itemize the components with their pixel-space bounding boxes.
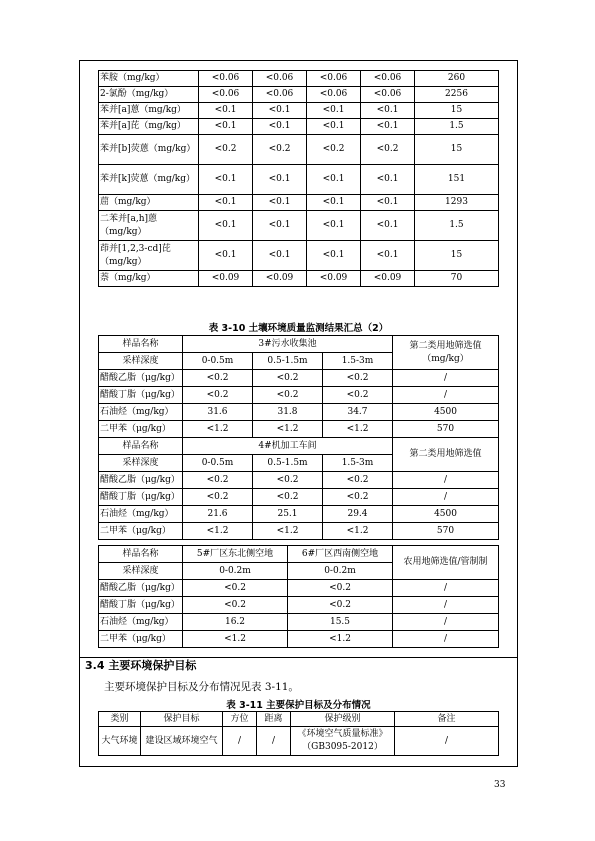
value-cell: 70 (415, 271, 499, 287)
row-label: 苯并[a]芘（mg/kg） (99, 119, 199, 135)
value-cell: <0.2 (253, 135, 307, 165)
value-cell: <1.2 (183, 631, 288, 648)
value-cell: <0.2 (323, 387, 393, 404)
value-cell: <1.2 (253, 421, 323, 438)
section-heading: 3.4 主要环境保护目标 (85, 659, 197, 672)
value-cell: <1.2 (323, 523, 393, 540)
table-row (99, 271, 499, 287)
value-cell: <0.1 (307, 119, 361, 135)
value-cell: <0.1 (199, 165, 253, 195)
site-name: 5#厂区东北侧空地 (183, 546, 288, 563)
value-cell: <0.06 (199, 71, 253, 87)
monitoring-table-continued (98, 70, 499, 287)
label-sample-name: 样品名称 (99, 546, 183, 563)
column-header: 保护级别 (291, 712, 395, 727)
row-label: 醋酸丁脂（μg/kg） (99, 597, 183, 614)
table-row (99, 631, 499, 648)
table-row (99, 87, 499, 103)
value-cell: <0.1 (253, 103, 307, 119)
value-cell: <0.2 (253, 489, 323, 506)
value-cell: <0.1 (307, 103, 361, 119)
value-cell: 1.5 (415, 119, 499, 135)
row-label: 萘（mg/kg） (99, 271, 199, 287)
value-cell: <0.2 (323, 489, 393, 506)
value-cell: 1293 (415, 195, 499, 211)
value-cell: <0.2 (361, 135, 415, 165)
value-cell: <0.09 (361, 271, 415, 287)
value-cell: <0.06 (307, 87, 361, 103)
row-label: 二甲苯（μg/kg） (99, 421, 183, 438)
table-row (99, 165, 499, 195)
value-cell: <0.2 (183, 370, 253, 387)
page-number: 33 (494, 780, 506, 790)
value-cell: <0.1 (361, 165, 415, 195)
value-cell: <0.2 (323, 472, 393, 489)
table-row (99, 370, 499, 387)
value-cell: 2256 (415, 87, 499, 103)
table-row (99, 195, 499, 211)
value-cell: 29.4 (323, 506, 393, 523)
value-cell: 15 (415, 103, 499, 119)
column-header: 备注 (395, 712, 499, 727)
value-cell: <0.2 (307, 135, 361, 165)
value-cell: <0.1 (253, 119, 307, 135)
table-row (99, 119, 499, 135)
table-row (99, 211, 499, 241)
value-cell: <1.2 (183, 421, 253, 438)
table-row (99, 489, 499, 506)
row-label: 醋酸丁脂（μg/kg） (99, 387, 183, 404)
table-cell: / (395, 727, 499, 756)
table-row (99, 135, 499, 165)
row-label: 䓛（mg/kg） (99, 195, 199, 211)
value-cell: 16.2 (183, 614, 288, 631)
row-label: 苯并[k]荧蒽（mg/kg） (99, 165, 199, 195)
value-cell: <1.2 (323, 421, 393, 438)
soil-quality-table-farmland (98, 545, 499, 648)
table-caption-3-10: 表 3-10 土壤环境质量监测结果汇总（2） (208, 323, 389, 334)
value-cell: 21.6 (183, 506, 253, 523)
table-cell: 建设区域环境空气 (141, 727, 223, 756)
table-cell: / (223, 727, 257, 756)
value-cell: 15 (415, 135, 499, 165)
depth-cell: 0.5-1.5m (253, 455, 323, 472)
row-label: 石油烃（mg/kg） (99, 506, 183, 523)
table-cell: 《环境空气质量标准》（GB3095-2012） (291, 727, 395, 756)
table-row (99, 421, 499, 438)
row-label: 苯并[a]蒽（mg/kg） (99, 103, 199, 119)
value-cell: <0.2 (253, 387, 323, 404)
site-name: 4#机加工车间 (183, 438, 393, 455)
value-cell: <0.06 (361, 87, 415, 103)
depth-cell: 0-0.5m (183, 455, 253, 472)
site-name: 3#污水收集池 (183, 336, 393, 353)
row-label: 石油烃（mg/kg） (99, 404, 183, 421)
value-cell: / (393, 597, 499, 614)
value-cell: <0.06 (307, 71, 361, 87)
value-cell: / (393, 472, 499, 489)
depth-cell: 1.5-3m (323, 455, 393, 472)
value-cell: 1.5 (415, 211, 499, 241)
value-cell: <0.09 (199, 271, 253, 287)
value-cell: / (393, 580, 499, 597)
table-header-row (99, 712, 499, 727)
value-cell: <0.2 (323, 370, 393, 387)
label-depth: 采样深度 (99, 353, 183, 370)
value-cell: 15.5 (288, 614, 393, 631)
value-cell: <0.2 (183, 489, 253, 506)
value-cell: <0.2 (183, 387, 253, 404)
label-depth: 采样深度 (99, 455, 183, 472)
soil-quality-table (98, 335, 499, 540)
table-row (99, 71, 499, 87)
value-cell: <0.1 (253, 241, 307, 271)
table-row (99, 523, 499, 540)
row-label: 茚并[1,2,3-cd]芘（mg/kg） (99, 241, 199, 271)
row-label: 醋酸丁脂（μg/kg） (99, 489, 183, 506)
table-row (99, 336, 499, 353)
section-intro: 主要环境保护目标及分布情况见表 3-11。 (104, 681, 299, 693)
depth-cell: 0-0.2m (288, 563, 393, 580)
standard-header: 第二类用地筛选值 (393, 438, 499, 472)
value-cell: <0.1 (199, 195, 253, 211)
label-sample-name: 样品名称 (99, 438, 183, 455)
value-cell: <0.06 (361, 71, 415, 87)
value-cell: <1.2 (253, 523, 323, 540)
depth-cell: 0-0.5m (183, 353, 253, 370)
value-cell: <0.1 (199, 119, 253, 135)
value-cell: <0.2 (253, 370, 323, 387)
value-cell: <0.2 (253, 472, 323, 489)
depth-cell: 1.5-3m (323, 353, 393, 370)
value-cell: / (393, 614, 499, 631)
row-label: 醋酸乙脂（μg/kg） (99, 580, 183, 597)
value-cell: / (393, 631, 499, 648)
value-cell: 34.7 (323, 404, 393, 421)
standard-header: 农用地筛选值/管制制 (393, 546, 499, 580)
value-cell: 25.1 (253, 506, 323, 523)
value-cell: 151 (415, 165, 499, 195)
value-cell: <0.1 (253, 165, 307, 195)
table-row (99, 506, 499, 523)
table-row (99, 404, 499, 421)
value-cell: <0.1 (199, 241, 253, 271)
protection-targets-table (98, 711, 499, 756)
table-row (99, 438, 499, 455)
value-cell: <0.06 (253, 71, 307, 87)
value-cell: <0.2 (288, 580, 393, 597)
depth-cell: 0-0.2m (183, 563, 288, 580)
table-cell: 大气环境 (99, 727, 141, 756)
value-cell: <0.1 (361, 119, 415, 135)
value-cell: <0.1 (361, 241, 415, 271)
value-cell: <0.1 (361, 103, 415, 119)
row-label: 二甲苯（μg/kg） (99, 523, 183, 540)
value-cell: 260 (415, 71, 499, 87)
value-cell: 31.6 (183, 404, 253, 421)
row-label: 石油烃（mg/kg） (99, 614, 183, 631)
value-cell: <0.1 (307, 241, 361, 271)
value-cell: <0.1 (307, 211, 361, 241)
value-cell: 570 (393, 523, 499, 540)
label-depth: 采样深度 (99, 563, 183, 580)
value-cell: 15 (415, 241, 499, 271)
table-row (99, 614, 499, 631)
table-row (99, 472, 499, 489)
value-cell: <0.1 (253, 195, 307, 211)
table-row (99, 546, 499, 563)
table-cell: / (257, 727, 291, 756)
value-cell: <0.2 (183, 580, 288, 597)
value-cell: / (393, 370, 499, 387)
column-header: 保护目标 (141, 712, 223, 727)
table-row (99, 103, 499, 119)
value-cell: <0.09 (253, 271, 307, 287)
row-label: 二甲苯（μg/kg） (99, 631, 183, 648)
value-cell: <0.2 (183, 597, 288, 614)
row-label: 苯胺（mg/kg） (99, 71, 199, 87)
value-cell: <0.1 (307, 165, 361, 195)
column-header: 距离 (257, 712, 291, 727)
column-header: 类别 (99, 712, 141, 727)
depth-cell: 0.5-1.5m (253, 353, 323, 370)
table-row (99, 241, 499, 271)
column-header: 方位 (223, 712, 257, 727)
value-cell: <0.1 (199, 103, 253, 119)
row-label: 苯并[b]荧蒽（mg/kg） (99, 135, 199, 165)
value-cell: / (393, 489, 499, 506)
table-caption-3-11: 表 3-11 主要保护目标及分布情况 (226, 700, 371, 711)
value-cell: 31.8 (253, 404, 323, 421)
value-cell: / (393, 387, 499, 404)
value-cell: <0.06 (199, 87, 253, 103)
value-cell: <0.2 (199, 135, 253, 165)
row-label: 二苯并[a,h]蒽（mg/kg） (99, 211, 199, 241)
value-cell: <0.09 (307, 271, 361, 287)
value-cell: <1.2 (183, 523, 253, 540)
row-label: 2-氯酚（mg/kg） (99, 87, 199, 103)
value-cell: <0.2 (288, 597, 393, 614)
value-cell: <0.1 (361, 195, 415, 211)
value-cell: <1.2 (288, 631, 393, 648)
value-cell: <0.1 (307, 195, 361, 211)
value-cell: <0.1 (253, 211, 307, 241)
standard-header: 第二类用地筛选值（mg/kg） (393, 336, 499, 370)
value-cell: <0.06 (253, 87, 307, 103)
row-label: 醋酸乙脂（μg/kg） (99, 472, 183, 489)
value-cell: <0.1 (361, 211, 415, 241)
value-cell: 4500 (393, 404, 499, 421)
table-row (99, 387, 499, 404)
table-row (99, 727, 499, 756)
table-row (99, 580, 499, 597)
table-row (99, 597, 499, 614)
row-label: 醋酸乙脂（μg/kg） (99, 370, 183, 387)
site-name: 6#厂区西南侧空地 (288, 546, 393, 563)
value-cell: 4500 (393, 506, 499, 523)
label-sample-name: 样品名称 (99, 336, 183, 353)
value-cell: 570 (393, 421, 499, 438)
value-cell: <0.1 (199, 211, 253, 241)
value-cell: <0.2 (183, 472, 253, 489)
